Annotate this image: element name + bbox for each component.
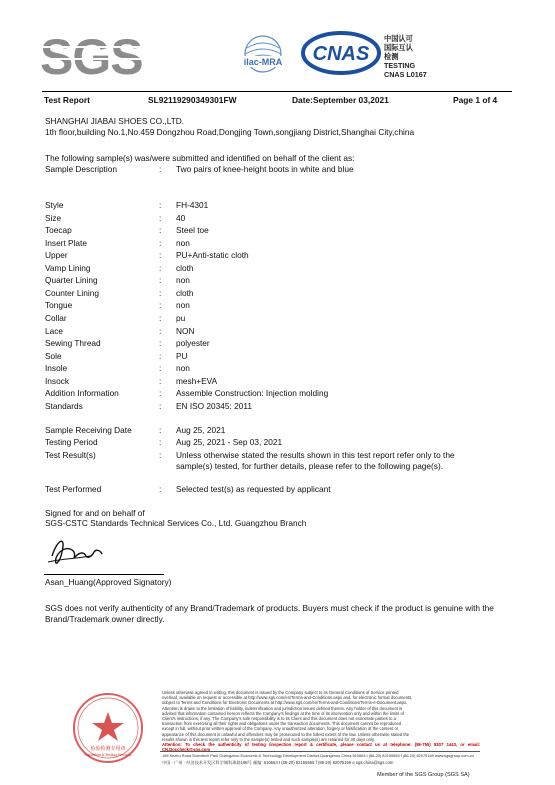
field-label: Size xyxy=(45,212,62,223)
field-label: Style xyxy=(45,200,64,210)
signature xyxy=(46,532,106,577)
field-value: non xyxy=(176,237,190,248)
field-colon: : xyxy=(159,225,162,236)
fine-print-line: advised that information contained hereon reflects the Company's findings at the time of its intervention only and within the limits of xyxy=(162,710,404,716)
address-cn: 中国 · 广州 · 经济技术开发区科学城科珠路198号 邮编: 510663 t (86-20) 82155555 f (86-20) 82075169 e sgs.china@sgs.com xyxy=(162,760,394,765)
field-colon: : xyxy=(159,350,162,361)
report-date: Date:September 03,2021 xyxy=(292,95,389,105)
field-label: Test Performed xyxy=(45,484,102,494)
field-value: cloth xyxy=(176,287,194,298)
field-label: Sample Receiving Date xyxy=(45,425,132,435)
field-label: Tongue xyxy=(45,300,73,311)
cnas-logo xyxy=(300,30,382,76)
field-colon: : xyxy=(159,437,162,447)
cnas-side-text xyxy=(384,34,427,79)
field-value: PU+Anti-static cloth xyxy=(176,250,249,261)
sgs-logo-text: SGS xyxy=(40,30,143,84)
cnas-side-line: 国际互认 xyxy=(384,43,413,52)
field-colon: : xyxy=(159,375,162,386)
signed-for-text: Signed for and on behalf of xyxy=(45,508,145,518)
field-colon: : xyxy=(159,287,162,298)
signature-line xyxy=(44,574,164,575)
fine-print-line: Client's instructions, if any. The Company's sole responsibility is to its Client and this document does not exonerate parties to a xyxy=(162,716,396,722)
field-colon: : xyxy=(159,200,162,210)
fine-print-line: transaction from exercising all their rights and obligations under the transaction documents. This document cannot be reproduced xyxy=(162,721,402,727)
field-value: FH-4301 xyxy=(176,200,209,210)
field-label: Quarter Lining xyxy=(45,275,98,286)
field-value: Aug 25, 2021 - Sep 03, 2021 xyxy=(176,437,283,447)
sgs-logo xyxy=(40,30,152,84)
field-label: Collar xyxy=(45,312,67,323)
attention-line: Attention: To check the authenticity of testing /inspection report & certificate, please contact us at telephone: (86-755) 8307 1443, or email: CN.Doccheck@sgs.com xyxy=(162,742,480,753)
ilac-text: ilac-MRA xyxy=(243,57,283,67)
field-colon: : xyxy=(159,250,162,261)
field-label: Test Result(s) xyxy=(45,450,96,460)
fine-print-line: results shown in this test report refer only to the sample(s) tested and such sample(s) are retained for 30 days only. xyxy=(162,736,375,742)
field-label: Addition Information xyxy=(45,388,119,399)
field-colon: : xyxy=(159,237,162,248)
cnas-side-line: 检测 xyxy=(384,52,399,61)
field-label: Insole xyxy=(45,363,68,374)
cnas-side-line: TESTING xyxy=(384,61,416,70)
field-value: Assemble Construction: Injection molding xyxy=(176,388,329,399)
member-text: Member of the SGS Group (SGS SA) xyxy=(377,772,470,778)
field-colon: : xyxy=(159,262,162,273)
field-value: Selected test(s) as requested by applicant xyxy=(176,484,331,494)
page-number: Page 1 of 4 xyxy=(453,95,498,105)
field-value: non xyxy=(176,300,190,311)
field-colon: : xyxy=(159,450,162,460)
ilac-mra-logo xyxy=(232,34,294,78)
field-colon: : xyxy=(159,400,162,411)
field-label: Standards xyxy=(45,400,83,411)
intro-text: The following sample(s) was/were submitted and identified on behalf of the client as: xyxy=(45,153,355,163)
address-en: 198 Kezhu Road,Scientech Park Guangzhou Economic & Technology Development District,Guangzhou,China 510663 t (86-20) 82155555 f (86-20) 82075169 www.sgsgroup.com.cn xyxy=(162,753,474,758)
field-colon: : xyxy=(159,388,162,399)
fine-print-line: Attention is drawn to the limitation of liability, indemnification and jurisdiction issues defined therein. Any holder of this document is xyxy=(162,705,403,711)
field-value: Steel toe xyxy=(176,225,209,236)
official-seal xyxy=(70,690,146,771)
cnas-text: CNAS xyxy=(312,43,370,65)
disclaimer: SGS does not verify authenticity of any Brand/Trademark of products. Buyers must check if the product is genuine with the Brand/Trademark owner directly. xyxy=(45,603,494,624)
field-value: non xyxy=(176,275,190,286)
field-colon: : xyxy=(159,325,162,336)
field-value: NON xyxy=(176,325,195,336)
field-label: Testing Period xyxy=(45,437,98,447)
field-label: Sewing Thread xyxy=(45,338,101,349)
field-value: Aug 25, 2021 xyxy=(176,425,226,435)
field-label: Upper xyxy=(45,250,68,261)
field-label: Insert Plate xyxy=(45,237,87,248)
field-value: polyester xyxy=(176,338,210,349)
header-rule xyxy=(42,91,512,92)
field-label: Lace xyxy=(45,325,63,336)
client-address: 1th floor,building No.1,No.459 Dongzhou Road,Dongjing Town,songjiang District,Shanghai City,china xyxy=(45,127,415,137)
field-value: non xyxy=(176,363,190,374)
field-value: pu xyxy=(176,312,186,323)
fine-print xyxy=(162,690,480,752)
stamp-text: 检验检测专用章 xyxy=(90,746,126,752)
field-label: Toecap xyxy=(45,225,72,236)
field-colon: : xyxy=(159,212,162,223)
field-label: Sole xyxy=(45,350,62,361)
field-colon: : xyxy=(159,164,162,174)
field-colon: : xyxy=(159,300,162,311)
fine-print-line: overleaf, available on request or accessible at http://www.sgs.com/en/Terms-and-Conditions.aspx and, for electronic format documents, xyxy=(162,695,413,701)
signatory-name: Asan_Huang(Approved Signatory) xyxy=(45,577,172,587)
cnas-side-line: 中国认可 xyxy=(384,34,413,43)
fine-print-line: Unless otherwise agreed in writing, this document is issued by the Company subject to its General Conditions of Service printed xyxy=(162,690,399,695)
field-value: Two pairs of knee-height boots in white and blue xyxy=(176,164,354,174)
field-label: Counter Lining xyxy=(45,287,99,298)
field-value: mesh+EVA xyxy=(176,375,218,386)
field-colon: : xyxy=(159,338,162,349)
field-colon: : xyxy=(159,275,162,286)
field-value: Unless otherwise stated the results shown in this test report refer only to the xyxy=(176,450,455,460)
field-colon: : xyxy=(159,363,162,374)
fine-print-line: except in full, without prior written approval of the Company. Any unauthorized alteration, forgery or falsification of the content or xyxy=(162,726,399,732)
field-label: Insock xyxy=(45,375,69,386)
fine-print-line: subject to Terms and Conditions for Electronic Documents at http://www.sgs.com/en/Terms-and-Conditions/Terms-e-Document.aspx. xyxy=(162,700,408,706)
field-colon: : xyxy=(159,484,162,494)
cnas-side-line: CNAS L0167 xyxy=(384,70,427,79)
fine-print-line: appearance of this document is unlawful and offenders may be prosecuted to the fullest extent of the law. Unless otherwise stated the xyxy=(162,731,410,737)
branch-name: SGS-CSTC Standards Technical Services Co., Ltd. Guangzhou Branch xyxy=(45,518,307,528)
field-value: PU xyxy=(176,350,188,361)
footer-rule xyxy=(160,751,480,752)
report-number: SL92119290349301FW xyxy=(148,95,237,105)
field-value: sample(s) tested, for further details, please refer to the following page(s). xyxy=(176,461,444,471)
field-label: Vamp Lining xyxy=(45,262,91,273)
field-colon: : xyxy=(159,425,162,435)
field-colon: : xyxy=(159,312,162,323)
field-value: EN ISO 20345: 2011 xyxy=(176,400,252,411)
field-label: Sample Description xyxy=(45,164,117,174)
client-name: SHANGHAI JIABAI SHOES CO.,LTD. xyxy=(45,116,185,126)
stamp-en: Inspection & Testing Services xyxy=(84,753,132,757)
report-label: Test Report xyxy=(44,95,90,105)
field-value: cloth xyxy=(176,262,194,273)
field-value: 40 xyxy=(176,212,186,223)
